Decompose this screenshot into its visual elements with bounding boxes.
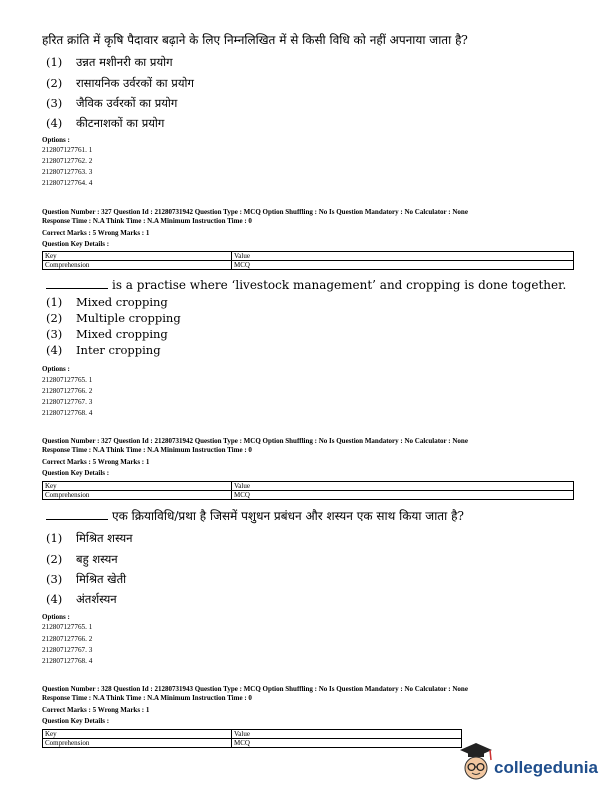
option-id: 212807127766. 2 (42, 387, 93, 395)
options-label: Options : (42, 136, 70, 144)
option-id: 212807127765. 1 (42, 376, 93, 384)
question-2-option-1: (1) Mixed cropping (46, 295, 168, 309)
option-id: 212807127763. 3 (42, 168, 93, 176)
option-id: 212807127766. 2 (42, 635, 93, 643)
value-cell: MCQ (232, 261, 574, 270)
question-meta-line: Question Number : 327 Question Id : 21280731942 Question Type : MCQ Option Shuffling : No Is Question Mandatory : No Calculator : None (42, 437, 468, 445)
value-header: Value (232, 482, 574, 491)
question-1-option-1: (1) उन्नत मशीनरी का प्रयोग (46, 55, 173, 69)
value-header: Value (232, 252, 574, 261)
response-time-line: Response Time : N.A Think Time : N.A Minimum Instruction Time : 0 (42, 694, 252, 702)
response-time-line: Response Time : N.A Think Time : N.A Minimum Instruction Time : 0 (42, 446, 252, 454)
option-id: 212807127767. 3 (42, 398, 93, 406)
key-details-label: Question Key Details : (42, 717, 110, 725)
key-header: Key (43, 730, 232, 739)
question-meta-line: Question Number : 328 Question Id : 21280731943 Question Type : MCQ Option Shuffling : No Is Question Mandatory : No Calculator : None (42, 685, 468, 693)
question-2-option-2: (2) Multiple cropping (46, 311, 181, 325)
question-2-option-3: (3) Mixed cropping (46, 327, 168, 341)
question-3-option-1: (1) मिश्रित शस्यन (46, 531, 133, 545)
question-3-option-4: (4) अंतर्शस्यन (46, 592, 117, 606)
key-details-label: Question Key Details : (42, 240, 110, 248)
response-time-line: Response Time : N.A Think Time : N.A Minimum Instruction Time : 0 (42, 217, 252, 225)
key-header: Key (43, 482, 232, 491)
key-cell: Comprehension (43, 491, 232, 500)
option-id: 212807127764. 4 (42, 179, 93, 187)
options-label: Options : (42, 613, 70, 621)
value-cell: MCQ (232, 491, 574, 500)
question-3-option-3: (3) मिश्रित खेती (46, 572, 127, 586)
option-id: 212807127761. 1 (42, 146, 93, 154)
answer-blank (46, 278, 108, 289)
marks-line: Correct Marks : 5 Wrong Marks : 1 (42, 458, 150, 466)
question-meta-line: Question Number : 327 Question Id : 21280731942 Question Type : MCQ Option Shuffling : No Is Question Mandatory : No Calculator : None (42, 208, 468, 216)
marks-line: Correct Marks : 5 Wrong Marks : 1 (42, 706, 150, 714)
key-header: Key (43, 252, 232, 261)
options-label: Options : (42, 365, 70, 373)
key-cell: Comprehension (43, 739, 232, 748)
key-cell: Comprehension (43, 261, 232, 270)
option-id: 212807127768. 4 (42, 657, 93, 665)
question-1-text: हरित क्रांति में कृषि पैदावार बढ़ाने के लिए निम्नलिखित में से किसी विधि को नहीं अपनाया जाता है? (42, 33, 468, 47)
question-3-option-2: (2) बहु शस्यन (46, 552, 118, 566)
key-details-label: Question Key Details : (42, 469, 110, 477)
question-2-text: is a practise where ‘livestock management’ and cropping is done together. (46, 278, 566, 293)
question-1-option-2: (2) रासायनिक उर्वरकों का प्रयोग (46, 76, 194, 90)
brand-logo-text: collegedunia (494, 758, 598, 777)
option-id: 212807127768. 4 (42, 409, 93, 417)
key-table (42, 481, 574, 500)
question-1-option-4: (4) कीटनाशकों का प्रयोग (46, 116, 165, 130)
option-id: 212807127767. 3 (42, 646, 93, 654)
value-header: Value (232, 730, 462, 739)
question-2-option-4: (4) Inter cropping (46, 343, 161, 357)
key-table (42, 729, 462, 748)
value-cell: MCQ (232, 739, 462, 748)
option-id: 212807127762. 2 (42, 157, 93, 165)
option-id: 212807127765. 1 (42, 623, 93, 631)
marks-line: Correct Marks : 5 Wrong Marks : 1 (42, 229, 150, 237)
question-3-text: एक क्रियाविधि/प्रथा है जिसमें पशुधन प्रबंधन और शस्यन एक साथ किया जाता है? (46, 509, 464, 524)
key-table (42, 251, 574, 270)
answer-blank (46, 509, 108, 520)
question-1-option-3: (3) जैविक उर्वरकों का प्रयोग (46, 96, 178, 110)
